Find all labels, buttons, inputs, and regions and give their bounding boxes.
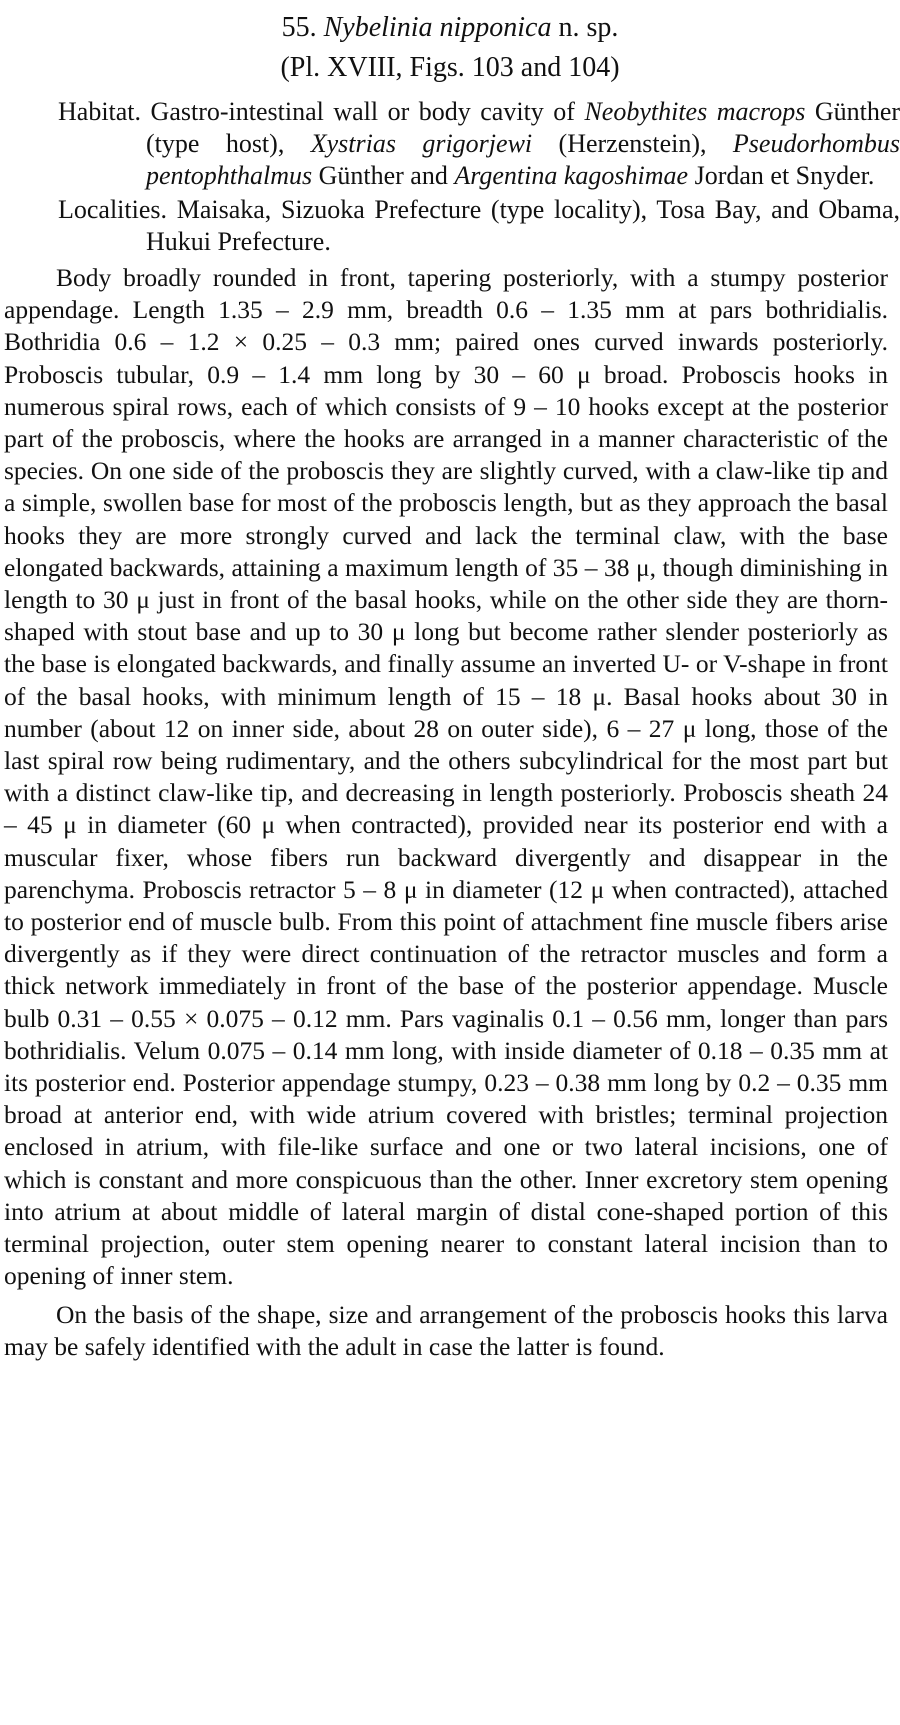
habitat-text-2: Günther (type host),: [146, 97, 900, 158]
host-3: Pseudorhombus pentophthalmus: [146, 129, 900, 190]
host-2: Xystrias grigorjewi: [310, 129, 533, 158]
species-number: 55.: [281, 12, 317, 43]
habitat-label: Habitat.: [58, 97, 142, 126]
conclusion-paragraph: On the basis of the shape, size and arrangement of the proboscis hooks this larva may be safely identified with the adult in case the latter is found.: [4, 1299, 888, 1361]
species-suffix: n. sp.: [558, 12, 619, 43]
habitat-section: [0, 96, 900, 192]
host-1: Neobythites macrops: [584, 97, 806, 126]
habitat-text-4: Günther and: [312, 161, 455, 190]
host-4: Argentina kagoshimae: [454, 161, 689, 190]
habitat-text-5: Jordan et Snyder.: [688, 161, 875, 190]
description-paragraph: Body broadly rounded in front, tapering posteriorly, with a stumpy posterior appendage. Length 1.35 – 2.9 mm, breadth 0.6 – 1.35 mm at pars bothridialis. Bothridia 0.6 – 1.2 × 0.25 – 0.3 mm; paired ones curved inwards posteriorly. Proboscis tubular, 0.9 – 1.4 mm long by 30 – 60 μ broad. Proboscis hooks in numerous spiral rows, each of which consists of 9 – 10 hooks except at the posterior part of the proboscis, where the hooks are arranged in a manner characteristic of the species. On one side of the proboscis they are slightly curved, with a claw-like tip and a simple, swollen base for most of the proboscis length, but as they approach the basal hooks they are more strongly curved and lack the terminal claw, with the base elongated backwards, attaining a maximum length of 35 – 38 μ, though diminishing in length to 30 μ just in front of the basal hooks, while on the other side they are thorn-shaped with stout base and up to 30 μ long but become rather slender posteriorly as the base is elongated backwards, and finally assume an inverted U- or V-shape in front of the basal hooks, with minimum length of 15 – 18 μ. Basal hooks about 30 in number (about 12 on inner side, about 28 on outer side), 6 – 27 μ long, those of the last spiral row being rudimentary, and the others subcylindrical for the most part but with a distinct claw-like tip, and decreasing in length posteriorly. Proboscis sheath 24 – 45 μ in diameter (60 μ when contracted), provided near its posterior end with a muscular fixer, whose fibers run backward divergently and disappear in the parenchyma. Proboscis retractor 5 – 8 μ in diameter (12 μ when contracted), attached to posterior end of muscle bulb. From this point of attachment fine muscle fibers arise divergently as if they were direct continuation of the retractor muscles and form a thick network immediately in front of the base of the posterior appendage. Muscle bulb 0.31 – 0.55 × 0.075 – 0.12 mm. Pars vaginalis 0.1 – 0.56 mm, longer than pars bothridialis. Velum 0.075 – 0.14 mm long, with inside diameter of 0.18 – 0.35 mm at its posterior end. Posterior appendage stumpy, 0.23 – 0.38 mm long by 0.2 – 0.35 mm broad at anterior end, with wide atrium covered with bristles; terminal projection enclosed in atrium, with file-like surface and one or two lateral incisions, one of which is constant and more conspicuous than the other. Inner excretory stem opening into atrium at about middle of lateral margin of distal cone-shaped portion of this terminal projection, outer stem opening nearer to constant lateral incision than to opening of inner stem.: [4, 263, 888, 1291]
localities-text: Maisaka, Sizuoka Prefecture (type locality), Tosa Bay, and Obama, Hukui Prefecture.: [146, 195, 900, 256]
localities-section: [0, 194, 900, 258]
species-name: Nybelinia nipponica: [323, 12, 552, 43]
plate-reference: (Pl. XVIII, Figs. 103 and 104): [280, 52, 620, 83]
habitat-text-1: Gastro-intestinal wall or body cavity of: [150, 97, 585, 126]
species-heading: [0, 0, 900, 48]
localities-label: Localities.: [58, 195, 168, 224]
habitat-text-3: (Herzenstein),: [532, 129, 733, 158]
